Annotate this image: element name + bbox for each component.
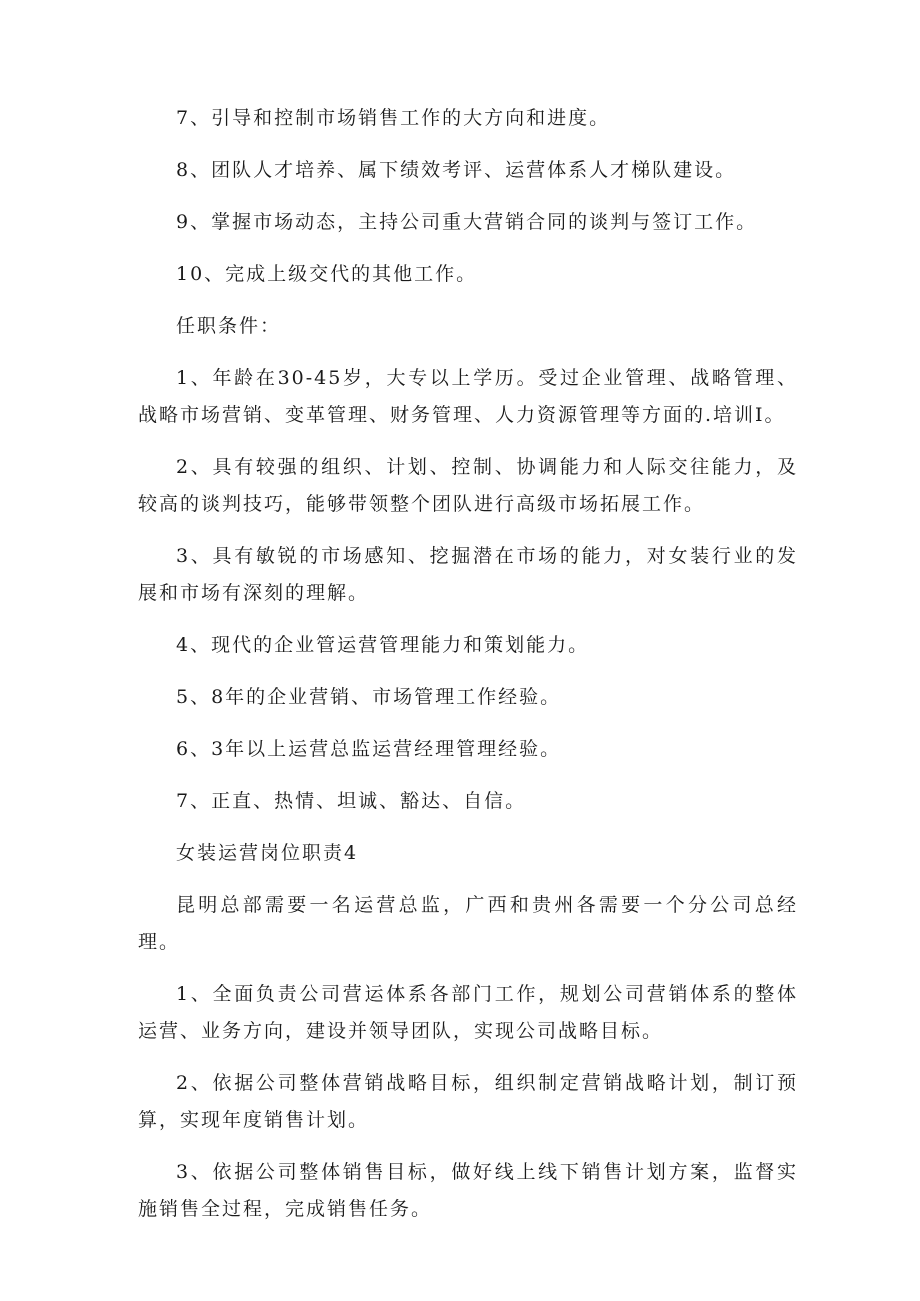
requirement-item-3: 3、具有敏锐的市场感知、挖掘潜在市场的能力，对女装行业的发展和市场有深刻的理解。 bbox=[138, 545, 798, 604]
intro-paragraph: 昆明总部需要一名运营总监，广西和贵州各需要一个分公司总经理。 bbox=[138, 894, 798, 953]
section-title: 女装运营岗位职责4 bbox=[176, 842, 359, 864]
duty-item-10: 10、完成上级交代的其他工作。 bbox=[176, 263, 478, 285]
requirement-item-7: 7、正直、热情、坦诚、豁达、自信。 bbox=[176, 790, 527, 812]
document-body bbox=[138, 100, 798, 1243]
requirement-item-4: 4、现代的企业管运营管理能力和策划能力。 bbox=[176, 634, 590, 656]
requirement-item-5: 5、8年的企业营销、市场管理工作经验。 bbox=[176, 686, 562, 708]
requirement-item-1: 1、年龄在30-45岁，大专以上学历。受过企业管理、战略管理、战略市场营销、变革管理、财务管理、人力资源管理等方面的.培训I。 bbox=[138, 367, 798, 426]
duty-item-9: 9、掌握市场动态，主持公司重大营销合同的谈判与签订工作。 bbox=[176, 211, 758, 233]
section4-item-1: 1、全面负责公司营运体系各部门工作，规划公司营销体系的整体运营、业务方向，建设并领导团队，实现公司战略目标。 bbox=[138, 983, 798, 1042]
duty-item-8: 8、团队人才培养、属下绩效考评、运营体系人才梯队建设。 bbox=[176, 159, 737, 181]
requirement-item-2: 2、具有较强的组织、计划、控制、协调能力和人际交往能力，及较高的谈判技巧，能够带领整个团队进行高级市场拓展工作。 bbox=[138, 456, 798, 515]
section4-item-2: 2、依据公司整体营销战略目标，组织制定营销战略计划，制订预算，实现年度销售计划。 bbox=[138, 1072, 798, 1131]
requirements-heading: 任职条件： bbox=[176, 315, 282, 337]
requirement-item-6: 6、3年以上运营总监运营经理管理经验。 bbox=[176, 738, 562, 760]
duty-item-7: 7、引导和控制市场销售工作的大方向和进度。 bbox=[176, 107, 611, 129]
section4-item-3: 3、依据公司整体销售目标，做好线上线下销售计划方案，监督实施销售全过程，完成销售任务。 bbox=[138, 1161, 798, 1220]
